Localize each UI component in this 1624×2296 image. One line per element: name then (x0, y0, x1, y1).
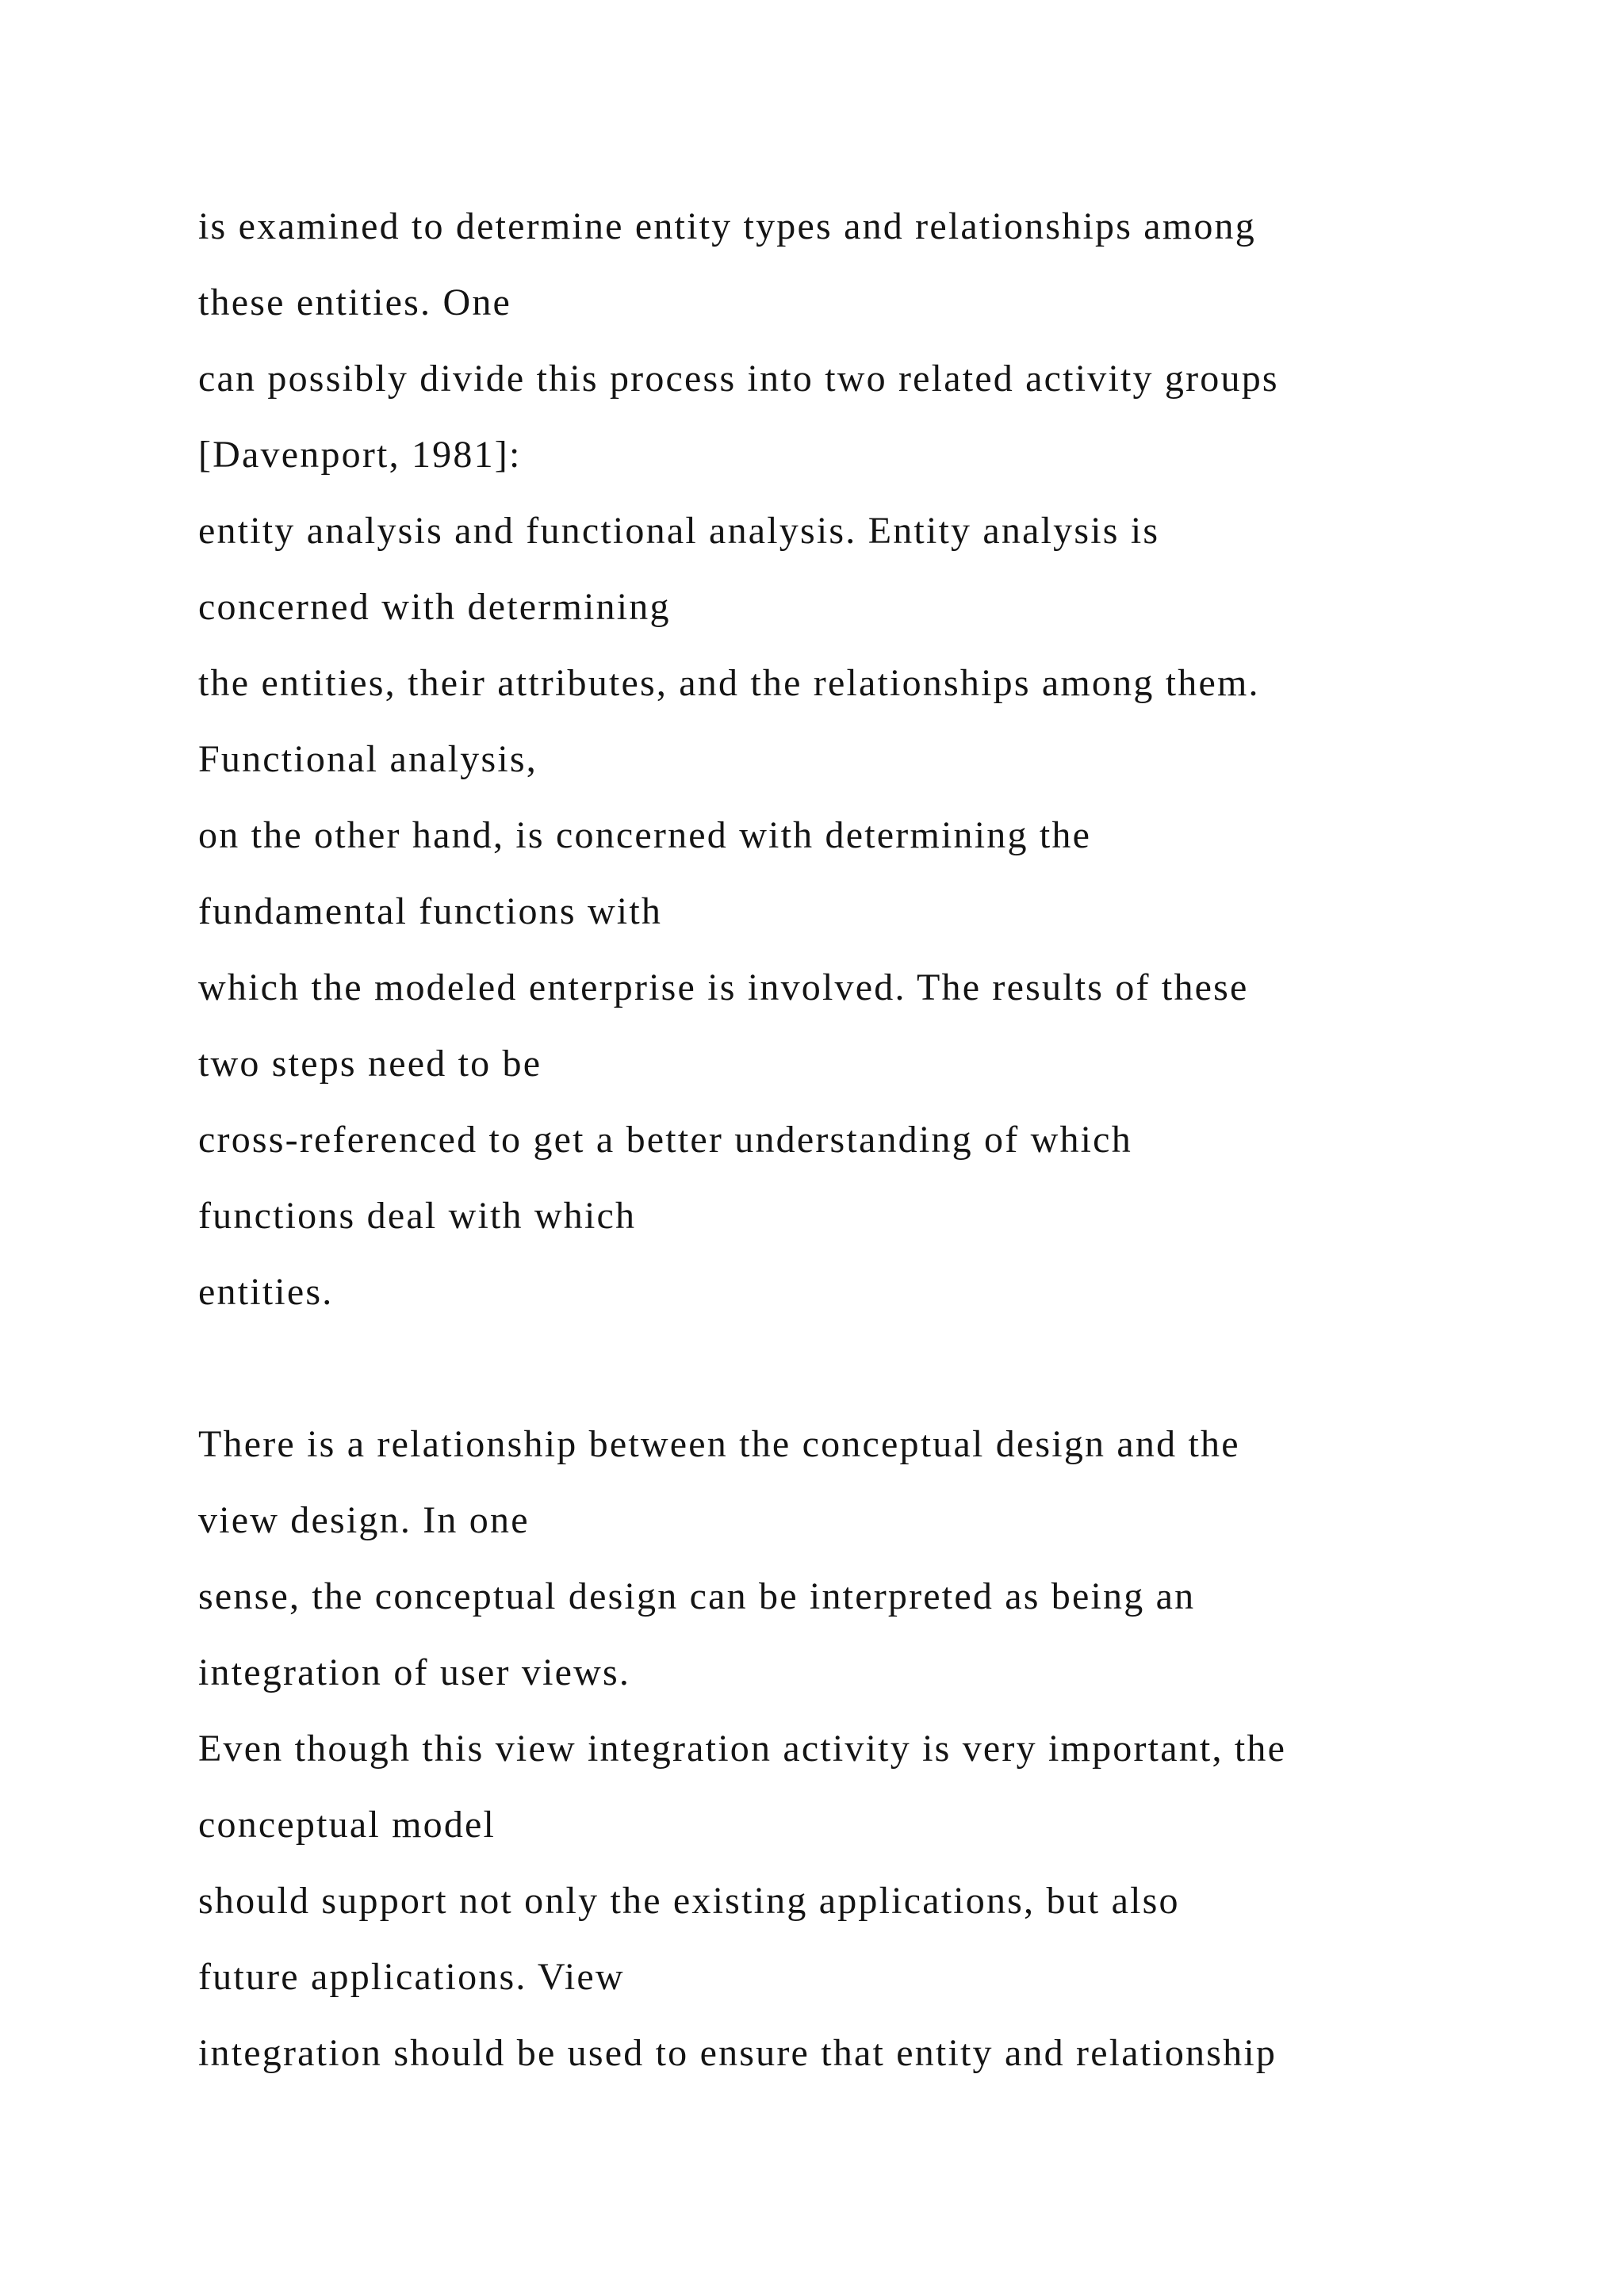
text-line: is examined to determine entity types and relationships among (198, 205, 1256, 247)
text-line: entity analysis and functional analysis. Entity analysis is (198, 510, 1160, 552)
paragraph-gap (198, 1330, 1594, 1406)
text-line: cross-referenced to get a better understanding of which (198, 1119, 1132, 1161)
text-line: view design. In one (198, 1499, 530, 1541)
text-line: integration should be used to ensure that entity and relationship (198, 2032, 1277, 2074)
text-line: these entities. One (198, 281, 512, 323)
paragraph-view-integration (198, 1406, 1594, 2091)
document-body (198, 189, 1594, 2091)
text-line: which the modeled enterprise is involved. The results of these (198, 966, 1249, 1008)
text-line: integration of user views. (198, 1651, 631, 1693)
text-line: entities. (198, 1271, 334, 1313)
text-line: sense, the conceptual design can be interpreted as being an (198, 1575, 1196, 1617)
text-line: conceptual model (198, 1804, 496, 1846)
text-line: fundamental functions with (198, 890, 663, 932)
text-line: the entities, their attributes, and the relationships among them. (198, 662, 1260, 704)
text-line: Functional analysis, (198, 738, 538, 780)
paragraph-entity-analysis (198, 189, 1594, 1330)
text-line: can possibly divide this process into two related activity groups (198, 358, 1279, 400)
text-line: functions deal with which (198, 1195, 637, 1237)
text-line: Even though this view integration activity is very important, the (198, 1728, 1287, 1770)
text-line: should support not only the existing applications, but also (198, 1880, 1180, 1922)
text-line: [Davenport, 1981]: (198, 434, 522, 476)
text-line: on the other hand, is concerned with determining the (198, 814, 1092, 856)
text-line: future applications. View (198, 1956, 625, 1998)
text-line: two steps need to be (198, 1043, 542, 1085)
text-line: concerned with determining (198, 586, 671, 628)
text-line: There is a relationship between the conceptual design and the (198, 1423, 1240, 1465)
